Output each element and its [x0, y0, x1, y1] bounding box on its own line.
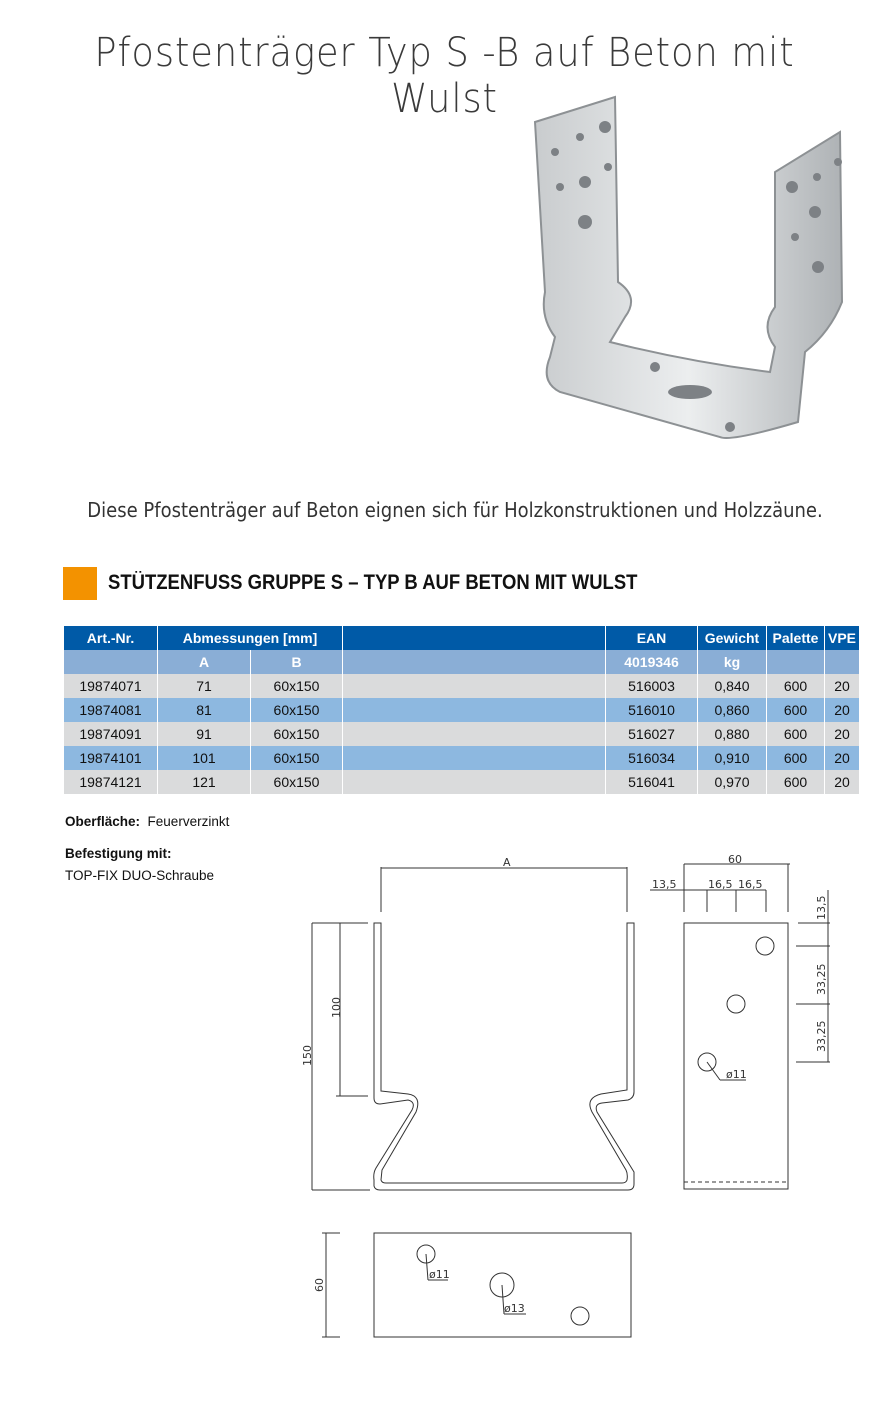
- surface-label: Oberfläche:: [65, 814, 141, 829]
- section-title: STÜTZENFUSS GRUPPE S – TYP B AUF BETON MIT WULST: [108, 571, 638, 594]
- cell-art-nr: 19874091: [64, 722, 158, 746]
- dim-13-5: 13,5: [652, 878, 677, 891]
- cell-vpe: 20: [825, 722, 860, 746]
- cell-a: 101: [158, 746, 251, 770]
- product-description: Diese Pfostenträger auf Beton eignen sich für Holzkonstruktionen und Holzzäune.: [87, 498, 823, 522]
- dim-hole-11: ø11: [726, 1068, 747, 1081]
- dim-v-33-25-b: 33,25: [815, 1020, 828, 1052]
- cell-palette: 600: [767, 722, 825, 746]
- cell-vpe: 20: [825, 698, 860, 722]
- header-vpe: VPE: [825, 626, 860, 650]
- surface-value: Feuerverzinkt: [147, 814, 230, 829]
- cell-weight: 0,970: [698, 770, 767, 794]
- fastening-label: Befestigung mit:: [65, 846, 172, 861]
- dim-base-60: 60: [313, 1278, 326, 1292]
- cell-b: 60x150: [251, 722, 343, 746]
- cell-palette: 600: [767, 698, 825, 722]
- dim-base-hole-11: ø11: [429, 1268, 450, 1281]
- cell-b: 60x150: [251, 674, 343, 698]
- subheader-b: B: [251, 650, 343, 674]
- dim-100: 100: [330, 997, 343, 1018]
- cell-palette: 600: [767, 770, 825, 794]
- dim-v-13-5: 13,5: [815, 895, 828, 920]
- dim-150: 150: [301, 1045, 314, 1066]
- header-palette: Palette: [767, 626, 825, 650]
- subheader-kg: kg: [698, 650, 767, 674]
- cell-a: 121: [158, 770, 251, 794]
- cell-weight: 0,840: [698, 674, 767, 698]
- dim-base-hole-13: ø13: [504, 1302, 525, 1315]
- cell-art-nr: 19874121: [64, 770, 158, 794]
- cell-vpe: 20: [825, 674, 860, 698]
- dim-60: 60: [728, 853, 742, 866]
- fastening-value: TOP-FIX DUO-Schraube: [65, 868, 215, 883]
- cell-art-nr: 19874101: [64, 746, 158, 770]
- header-ean: EAN: [606, 626, 698, 650]
- cell-b: 60x150: [251, 746, 343, 770]
- header-art-nr: Art.-Nr.: [64, 626, 158, 650]
- header-dimensions: Abmessungen [mm]: [158, 626, 343, 650]
- cell-vpe: 20: [825, 770, 860, 794]
- cell-ean: 516010: [606, 698, 698, 722]
- cell-a: 91: [158, 722, 251, 746]
- front-profile: [374, 923, 634, 1190]
- cell-weight: 0,910: [698, 746, 767, 770]
- cell-vpe: 20: [825, 746, 860, 770]
- cell-ean: 516041: [606, 770, 698, 794]
- header-weight: Gewicht: [698, 626, 767, 650]
- cell-b: 60x150: [251, 770, 343, 794]
- subheader-a: A: [158, 650, 251, 674]
- cell-ean: 516027: [606, 722, 698, 746]
- cell-palette: 600: [767, 746, 825, 770]
- subheader-ean-prefix: 4019346: [606, 650, 698, 674]
- dim-16-5-b: 16,5: [738, 878, 763, 891]
- dim-a: A: [503, 856, 511, 869]
- cell-art-nr: 19874071: [64, 674, 158, 698]
- cell-a: 71: [158, 674, 251, 698]
- cell-palette: 600: [767, 674, 825, 698]
- cell-weight: 0,880: [698, 722, 767, 746]
- cell-ean: 516003: [606, 674, 698, 698]
- page-title: Pfostenträger Typ S -B auf Beton mit Wulst: [94, 30, 795, 122]
- cell-weight: 0,860: [698, 698, 767, 722]
- dim-v-33-25-a: 33,25: [815, 963, 828, 995]
- cell-ean: 516034: [606, 746, 698, 770]
- cell-art-nr: 19874081: [64, 698, 158, 722]
- cell-a: 81: [158, 698, 251, 722]
- cell-b: 60x150: [251, 698, 343, 722]
- dim-16-5-a: 16,5: [708, 878, 733, 891]
